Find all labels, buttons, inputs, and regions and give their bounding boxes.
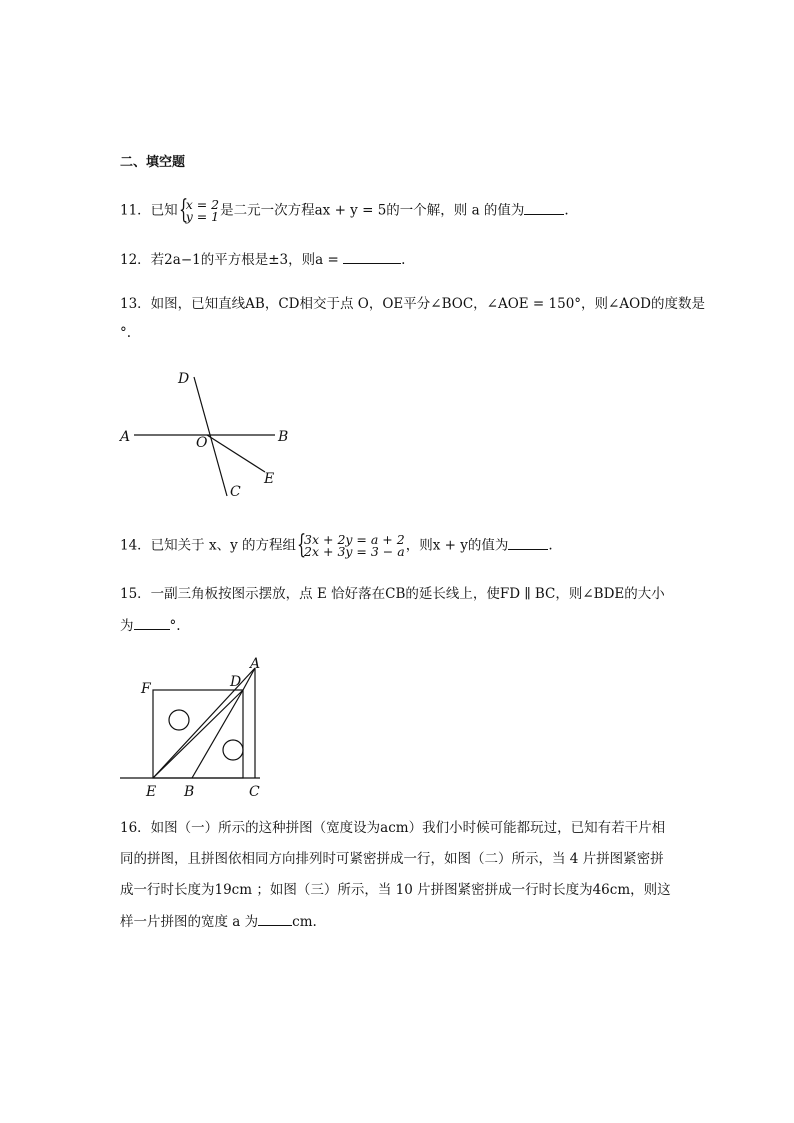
label-c: C	[249, 784, 260, 800]
label-a: A	[120, 429, 131, 445]
hole-circle-1	[169, 710, 189, 730]
q16-answer-blank[interactable]	[258, 911, 292, 926]
figure-13	[110, 365, 300, 505]
q12-end: .	[401, 252, 406, 268]
brace-icon: {	[297, 530, 307, 560]
q14-equation-system	[297, 530, 405, 560]
label-a: A	[250, 656, 261, 672]
q11-sys-line2: y = 1	[185, 209, 220, 224]
question-13-line2: °.	[120, 325, 132, 341]
question-14	[120, 530, 553, 560]
label-e: E	[146, 784, 157, 800]
label-d: D	[230, 674, 242, 690]
q16-line4-end: cm.	[292, 914, 317, 930]
q14-end: .	[548, 537, 553, 554]
line-bd	[192, 690, 243, 778]
section-title: 二、填空题	[120, 155, 186, 170]
label-e: E	[264, 471, 275, 487]
question-16-line4	[120, 911, 317, 932]
q14-sys-line1: 3x + 2y = a + 2	[304, 532, 405, 547]
question-15-line1: 15．一副三角板按图示摆放，点 E 恰好落在CB的延长线上，使FD ∥ BC，则∠BDE的大小	[120, 586, 665, 602]
question-12	[120, 249, 405, 270]
question-16-line2: 同的拼图，且拼图依相同方向排列时可紧密拼成一行，如图（二）所示，当 4 片拼图紧密拼	[120, 851, 664, 867]
q15-line2-end: °.	[169, 618, 181, 634]
figure-15	[112, 652, 282, 802]
question-15-line2	[120, 615, 181, 636]
q11-prefix: 11．已知	[120, 202, 178, 219]
q12-answer-blank[interactable]	[343, 249, 401, 264]
label-o: O	[196, 435, 208, 451]
label-b: B	[184, 784, 195, 800]
label-b: B	[278, 429, 289, 445]
question-16-line1: 16．如图（一）所示的这种拼图（宽度设为acm）我们小时候可能都玩过，已知有若干片相	[120, 820, 666, 836]
q14-prefix: 14．已知关于 x、y 的方程组	[120, 537, 297, 554]
label-c: C	[230, 484, 241, 500]
q12-text: 12．若2a−1的平方根是±3，则a =	[120, 252, 339, 268]
hole-circle-2	[223, 740, 243, 760]
label-f: F	[141, 681, 151, 697]
question-16-line3: 成一行时长度为19cm ；如图（三）所示，当 10 片拼图紧密拼成一行时长度为46cm，则这	[120, 882, 671, 898]
q15-answer-blank[interactable]	[134, 615, 170, 630]
q11-answer-blank[interactable]	[524, 200, 564, 215]
q11-suffix: 是二元一次方程ax + y = 5的一个解，则 a 的值为	[220, 202, 525, 219]
q16-line4-prefix: 样一片拼图的宽度 a 为	[120, 914, 259, 930]
q14-sys-line2: 2x + 3y = 3 − a	[304, 544, 405, 559]
line-ed	[153, 690, 243, 778]
brace-icon: {	[178, 195, 188, 225]
q11-sys-line1: x = 2	[185, 197, 220, 212]
q11-equation-system	[178, 195, 220, 225]
label-d: D	[178, 371, 190, 387]
question-13-line1: 13．如图，已知直线AB，CD相交于点 O，OE平分∠BOC，∠AOE = 150°，则∠AOD的度数是	[120, 296, 706, 312]
q14-answer-blank[interactable]	[508, 535, 548, 550]
q11-end: .	[564, 202, 569, 219]
q15-line2-prefix: 为	[120, 618, 134, 634]
question-11	[120, 195, 569, 225]
q14-suffix: ，则x + y的值为	[405, 537, 509, 554]
